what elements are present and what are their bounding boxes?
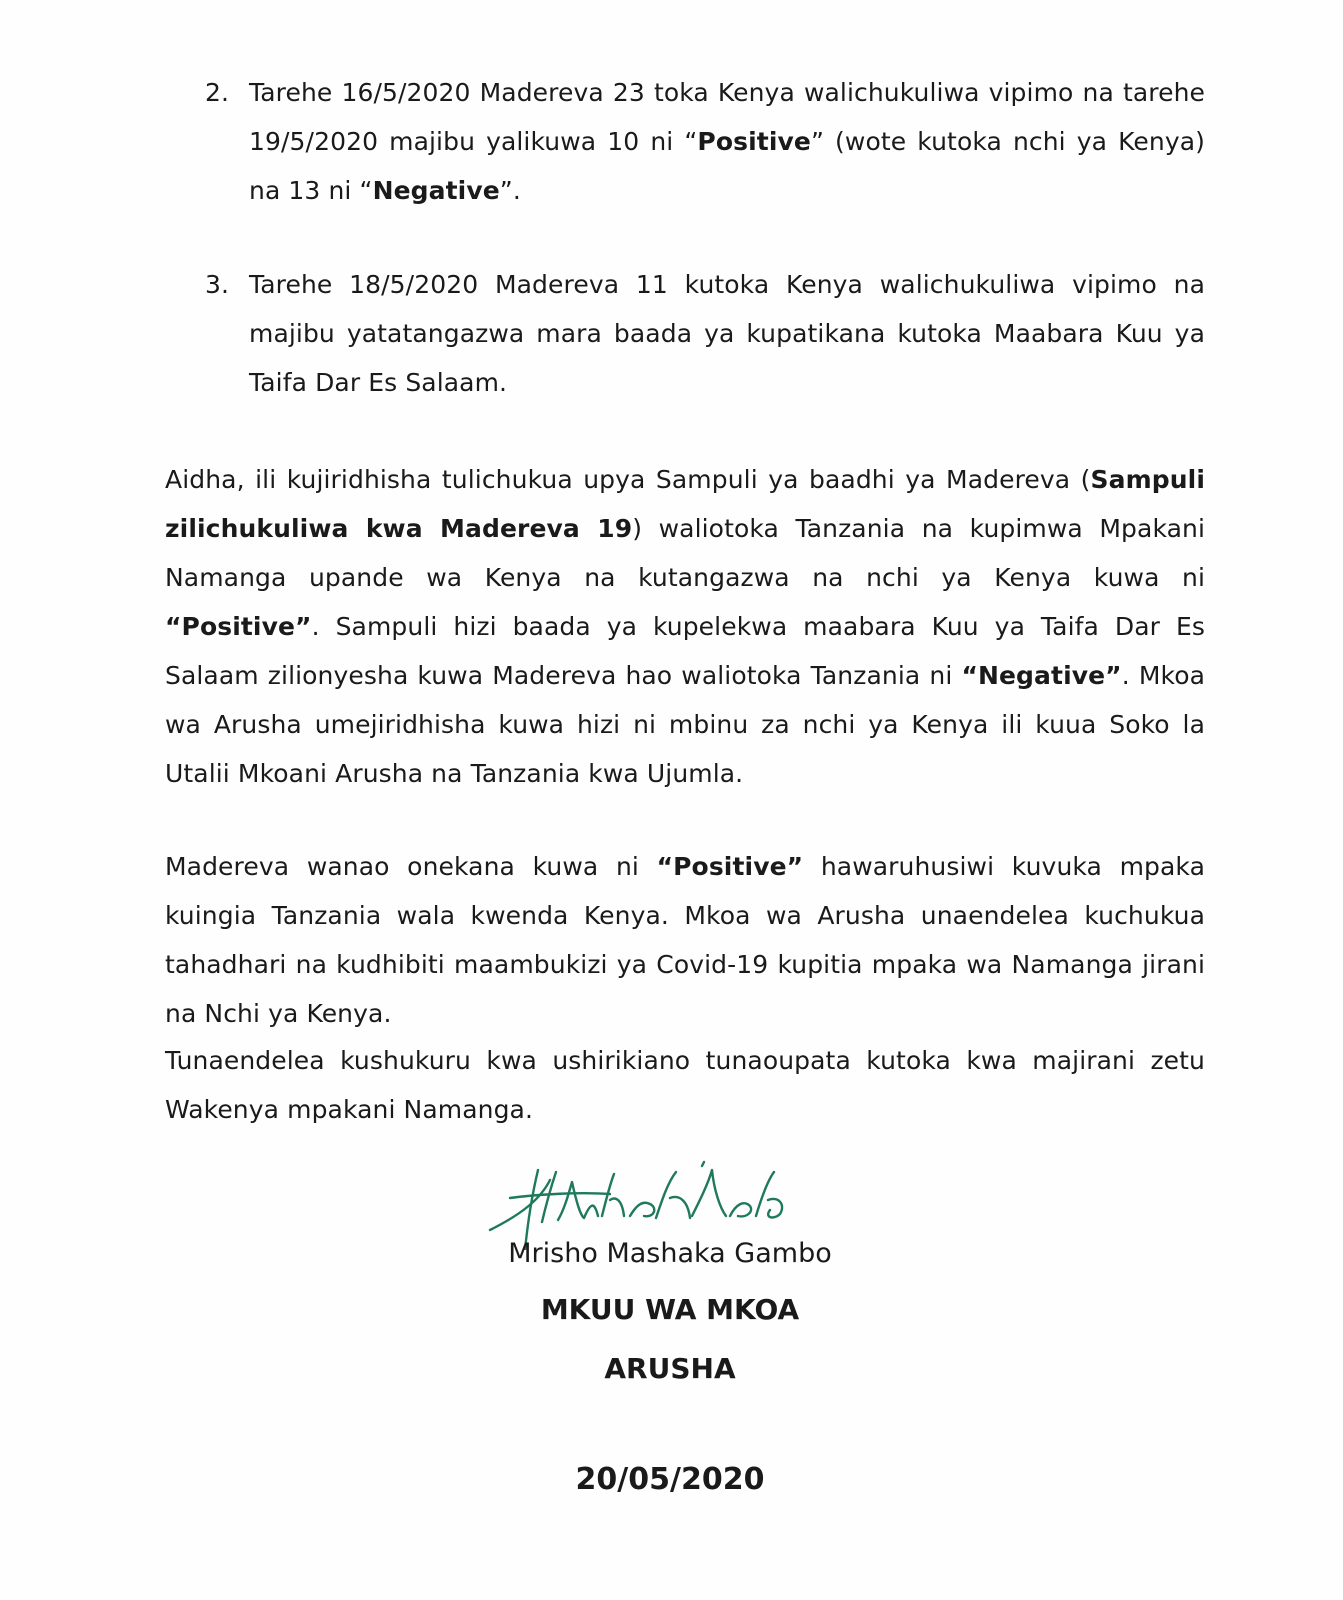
list-number: 3.: [205, 270, 230, 299]
list-item-text: Tarehe 16/5/2020 Madereva 23 toka Kenya walichukuliwa vipimo na tarehe 19/5/2020 majibu yalikuwa 10 ni “Positive” (wote kutoka nchi ya Kenya) na 13 ni “Negative”.: [249, 78, 1205, 205]
document-date: 20/05/2020: [575, 1462, 765, 1497]
signature-stroke: [702, 1162, 704, 1166]
signature-stroke: [602, 1174, 624, 1216]
paragraph-thanks: Tunaendelea kushukuru kwa ushirikiano tunaoupata kutoka kwa majirani zetu Wakenya mpakani Namanga.: [165, 1046, 1205, 1124]
handwritten-signature: [480, 1160, 820, 1250]
list-item-3: [205, 260, 1205, 407]
signature-stroke: [730, 1203, 751, 1216]
list-item-text: Tarehe 18/5/2020 Madereva 11 kutoka Kenya walichukuliwa vipimo na majibu yatatangazwa mara baada ya kupatikana kutoka Maabara Kuu ya Taifa Dar Es Salaam.: [249, 270, 1205, 397]
paragraph-samples: Aidha, ili kujiridhisha tulichukua upya Sampuli ya baadhi ya Madereva (Sampuli zilichukuliwa kwa Madereva 19) waliotoka Tanzania na kupimwa Mpakani Namanga upande wa Kenya na kutangazwa na nchi ya Kenya kuwa ni “Positive”. Sampuli hizi baada ya kupelekwa maabara Kuu ya Taifa Dar Es Salaam zilionyesha kuwa Madereva hao waliotoka Tanzania ni “Negative”. Mkoa wa Arusha umejiridhisha kuwa hizi ni mbinu za nchi ya Kenya ili kuua Soko la Utalii Mkoani Arusha na Tanzania kwa Ujumla.: [165, 465, 1206, 788]
list-number: 2.: [205, 78, 230, 107]
signatory-title: MKUU WA MKOA: [540, 1293, 800, 1326]
list-item-2: [205, 68, 1205, 215]
signature-stroke: [510, 1193, 610, 1198]
signature-stroke: [630, 1203, 654, 1217]
signature-stroke: [656, 1172, 690, 1218]
signatory-name: Mrisho Mashaka Gambo: [508, 1238, 832, 1269]
signature-stroke: [692, 1170, 726, 1216]
signature-stroke: [558, 1182, 598, 1220]
signatory-region: ARUSHA: [604, 1352, 736, 1385]
paragraph-border-policy: Madereva wanao onekana kuwa ni “Positive” hawaruhusiwi kuvuka mpaka kuingia Tanzania wala kwenda Kenya. Mkoa wa Arusha unaendelea kuchukua tahadhari na kudhibiti maambukizi ya Covid-19 kupitia mpaka wa Namanga jirani na Nchi ya Kenya.: [165, 852, 1205, 1028]
signature-stroke: [756, 1172, 782, 1217]
